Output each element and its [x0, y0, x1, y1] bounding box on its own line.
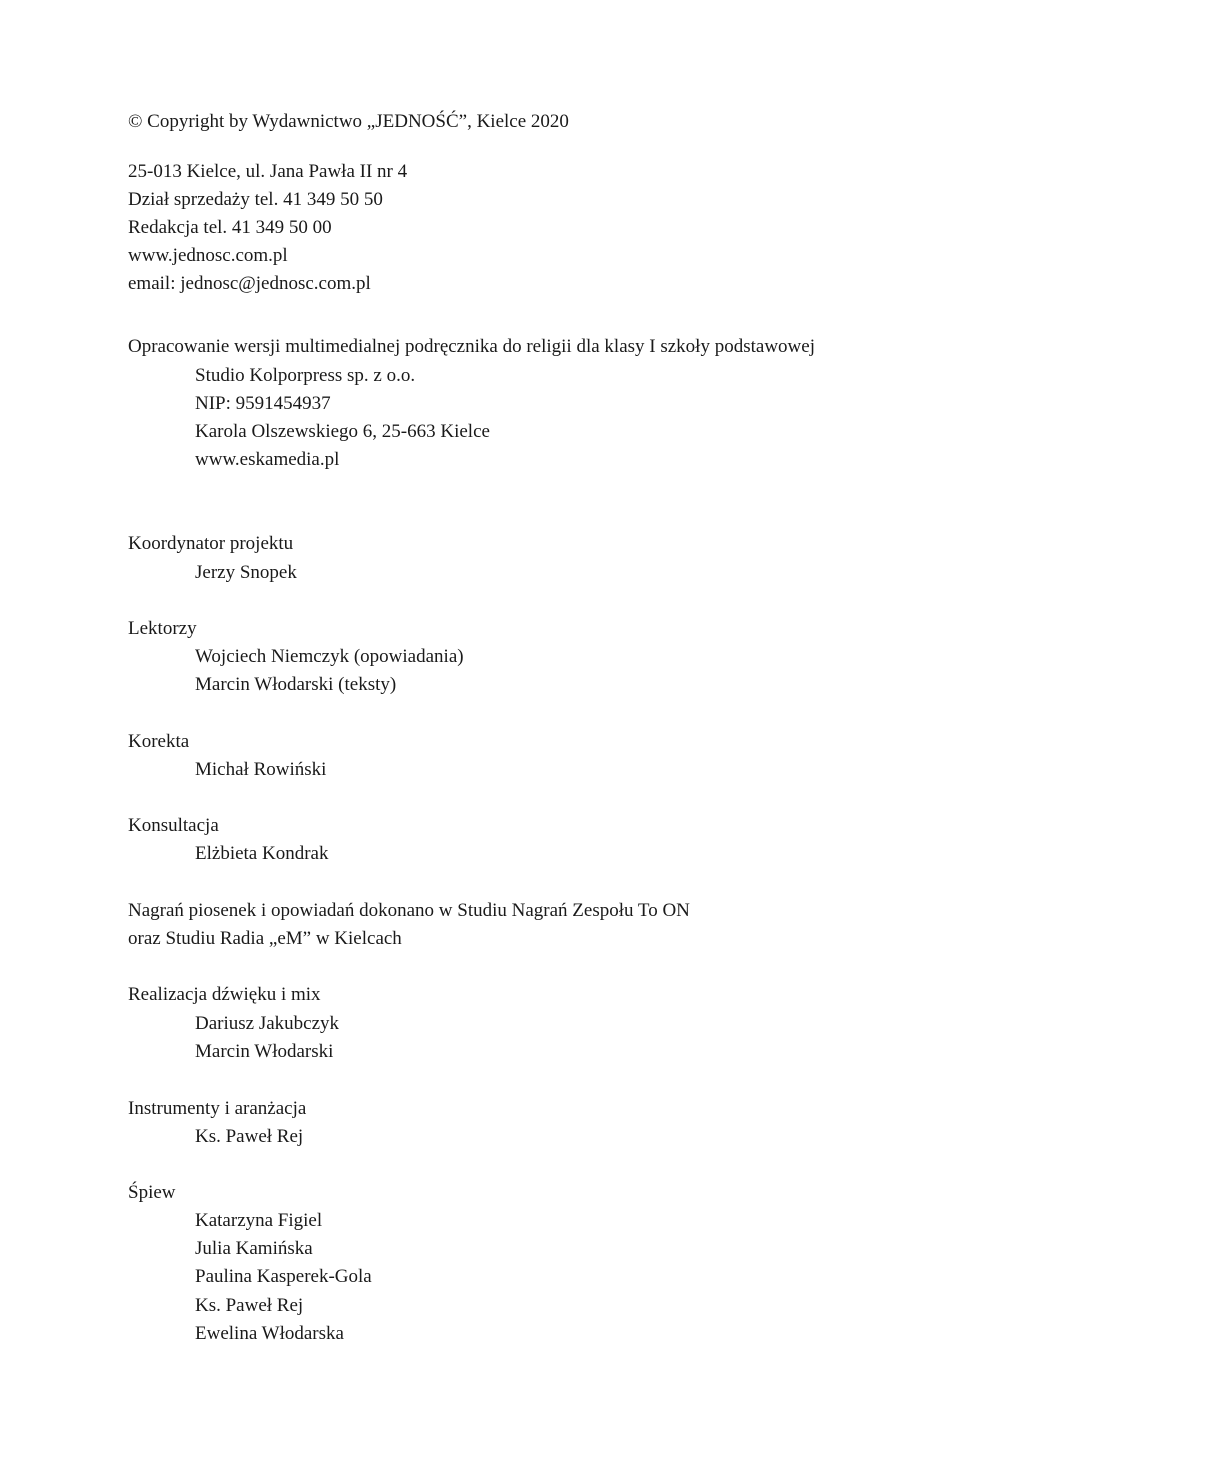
publisher-sales-phone: Dział sprzedaży tel. 41 349 50 50 — [128, 189, 383, 210]
multimedia-heading: Opracowanie wersji multimedialnej podręcznika do religii dla klasy I szkoły podstawowej — [128, 336, 815, 357]
proofreader-name: Michał Rowiński — [195, 759, 327, 780]
instruments-heading: Instrumenty i aranżacja — [128, 1098, 307, 1119]
consultation-heading: Konsultacja — [128, 815, 219, 836]
singer-name: Ewelina Włodarska — [195, 1323, 344, 1344]
publisher-editorial-phone: Redakcja tel. 41 349 50 00 — [128, 217, 332, 238]
singer-name: Ks. Paweł Rej — [195, 1295, 304, 1316]
multimedia-nip: NIP: 9591454937 — [195, 393, 331, 414]
coordinator-name: Jerzy Snopek — [195, 562, 297, 583]
singing-heading: Śpiew — [128, 1182, 176, 1203]
singer-name: Julia Kamińska — [195, 1238, 313, 1259]
sound-engineer-name: Dariusz Jakubczyk — [195, 1013, 340, 1034]
sound-heading: Realizacja dźwięku i mix — [128, 984, 321, 1005]
publisher-website: www.jednosc.com.pl — [128, 245, 288, 266]
multimedia-website: www.eskamedia.pl — [195, 449, 340, 470]
singer-name: Paulina Kasperek-Gola — [195, 1266, 372, 1287]
recordings-line-1: Nagrań piosenek i opowiadań dokonano w Studiu Nagrań Zespołu To ON — [128, 900, 690, 921]
consultant-name: Elżbieta Kondrak — [195, 843, 329, 864]
reader-name: Wojciech Niemczyk (opowiadania) — [195, 646, 464, 667]
copyright-line: © Copyright by Wydawnictwo „JEDNOŚĆ”, Kielce 2020 — [128, 111, 569, 132]
publisher-email: email: jednosc@jednosc.com.pl — [128, 273, 371, 294]
proofreading-heading: Korekta — [128, 731, 190, 752]
publisher-street: 25-013 Kielce, ul. Jana Pawła II nr 4 — [128, 161, 408, 182]
coordinator-heading: Koordynator projektu — [128, 533, 294, 554]
singer-name: Katarzyna Figiel — [195, 1210, 323, 1231]
readers-heading: Lektorzy — [128, 618, 197, 639]
instruments-name: Ks. Paweł Rej — [195, 1126, 304, 1147]
reader-name: Marcin Włodarski (teksty) — [195, 674, 397, 695]
multimedia-address: Karola Olszewskiego 6, 25-663 Kielce — [195, 421, 490, 442]
sound-engineer-name: Marcin Włodarski — [195, 1041, 334, 1062]
multimedia-company: Studio Kolporpress sp. z o.o. — [195, 365, 416, 386]
recordings-line-2: oraz Studiu Radia „eM” w Kielcach — [128, 928, 402, 949]
